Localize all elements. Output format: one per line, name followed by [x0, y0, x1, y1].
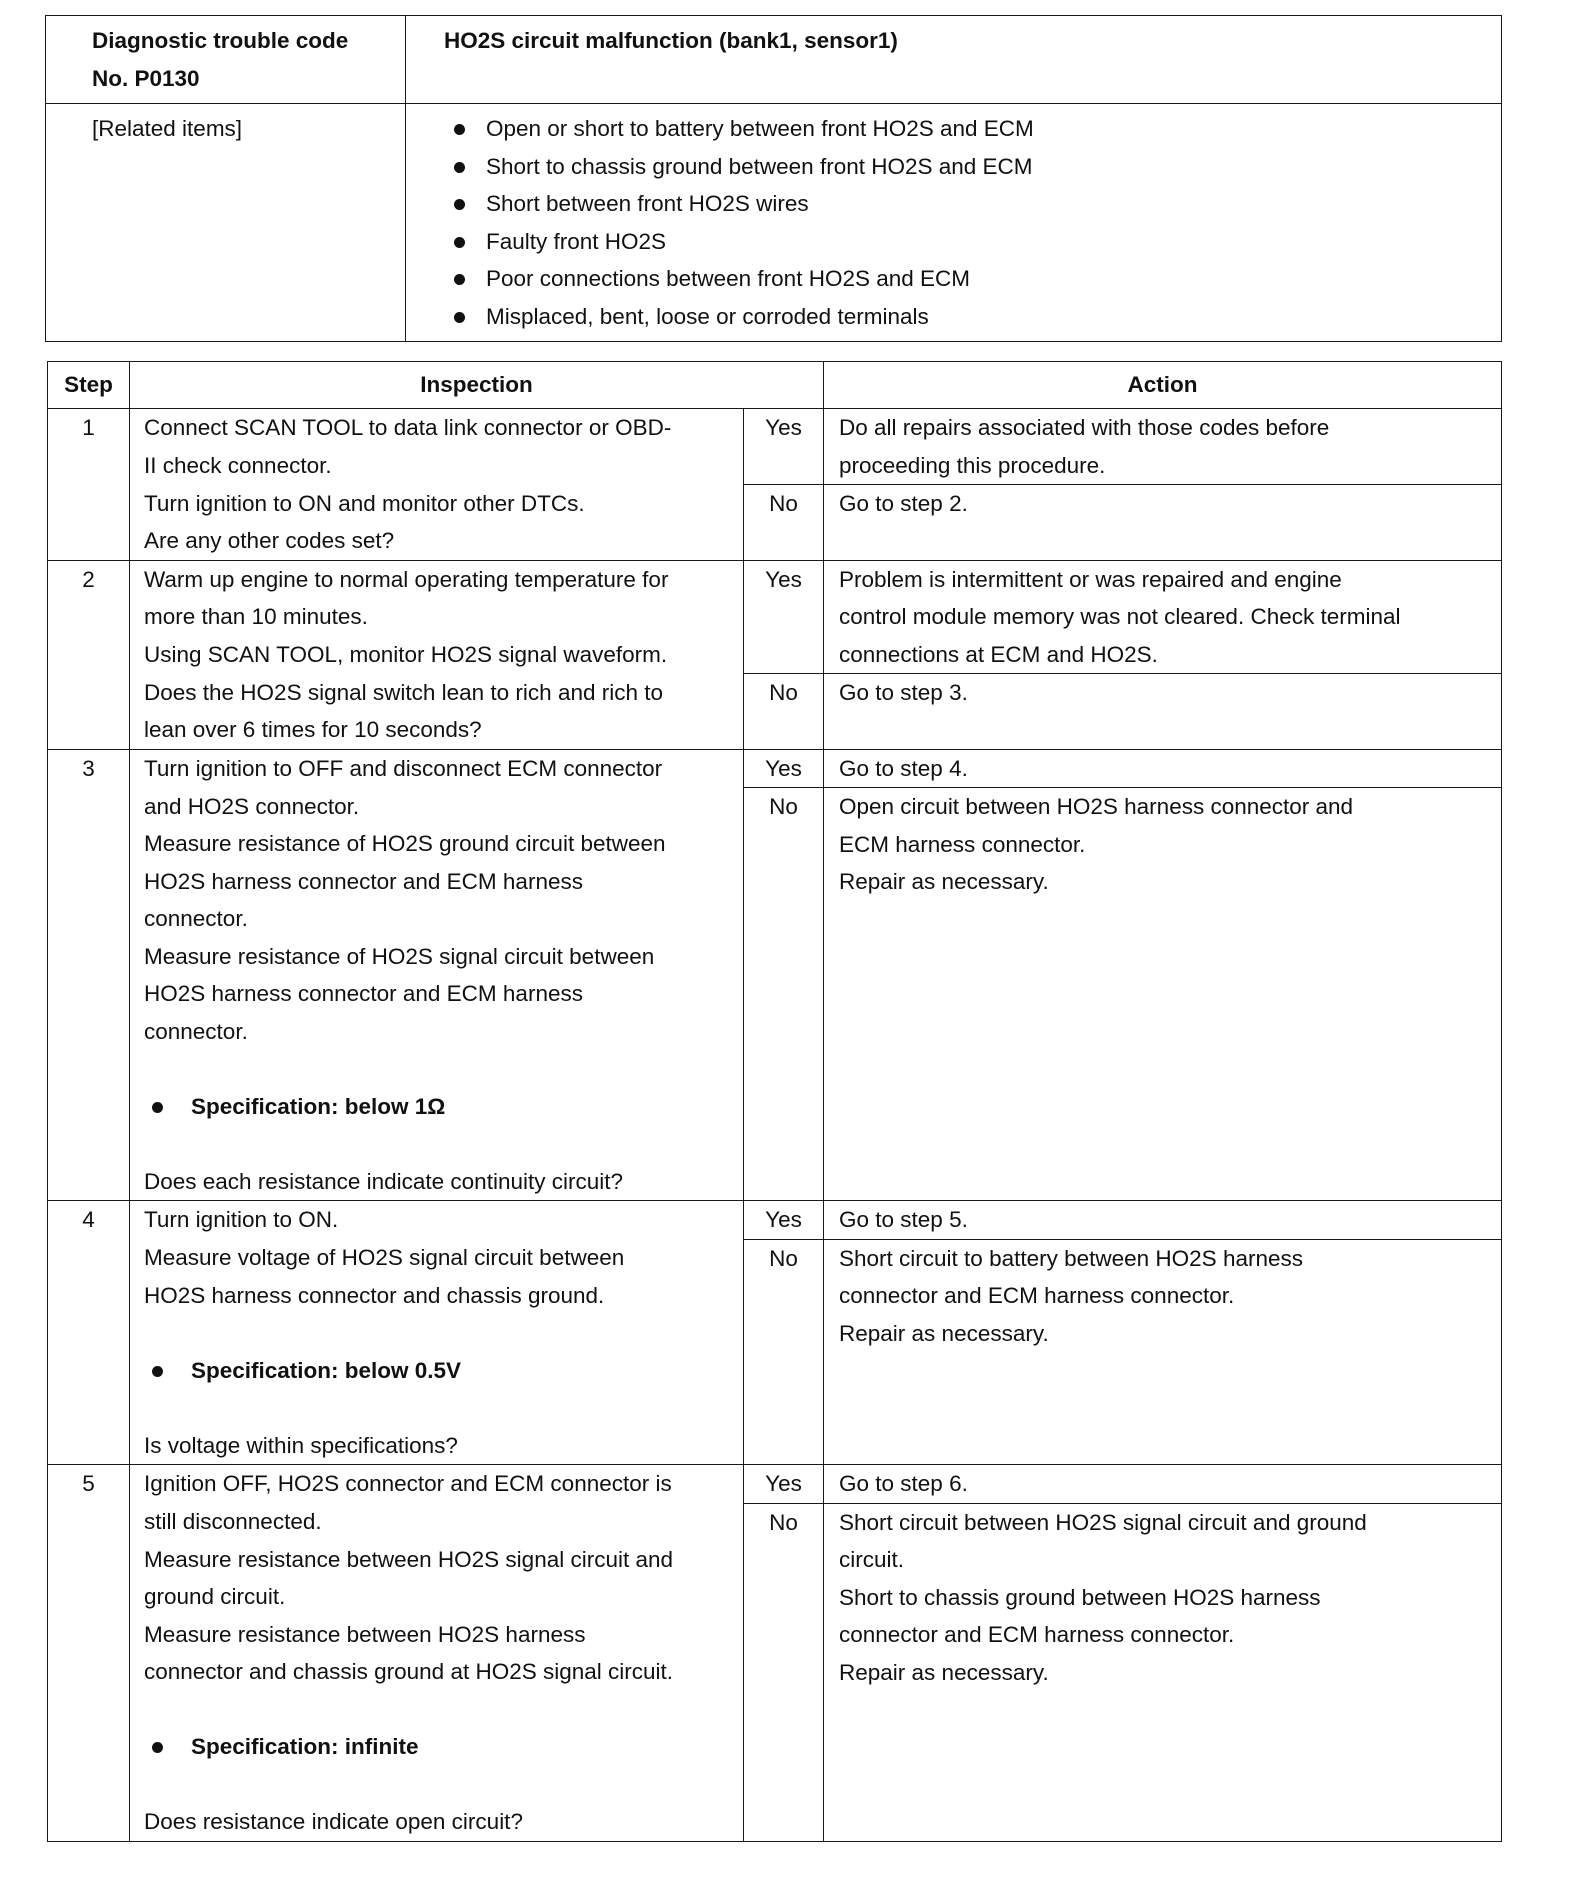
- inspection-line: Measure resistance of HO2S ground circuit between: [144, 831, 666, 856]
- action-line: Go to step 2.: [839, 491, 968, 516]
- header-inspection: Inspection: [130, 362, 824, 409]
- inspection-line: still disconnected.: [144, 1509, 322, 1534]
- inspection-line: Warm up engine to normal operating temperature for: [144, 566, 669, 592]
- action-line: connector and ECM harness connector.: [839, 1283, 1235, 1308]
- header-action: Action: [824, 362, 1502, 409]
- step-number: 3: [48, 749, 130, 1201]
- action-line: ECM harness connector.: [839, 831, 1086, 857]
- action-line: connections at ECM and HO2S.: [839, 641, 1158, 667]
- no-action: [824, 674, 1502, 750]
- step-number: 2: [48, 560, 130, 749]
- inspection-question: Does each resistance indicate continuity circuit?: [144, 1168, 623, 1194]
- inspection-text: [130, 749, 744, 788]
- related-item: Short to chassis ground between front HO2S and ECM: [446, 148, 1501, 186]
- inspection-text: [130, 1239, 744, 1465]
- step-row-no: [48, 1503, 1502, 1841]
- no-action: [824, 1503, 1502, 1841]
- inspection-table: [47, 361, 1502, 1842]
- inspection-line: Measure resistance between HO2S signal circuit and: [144, 1546, 674, 1572]
- related-items-cell: [406, 104, 1502, 342]
- dtc-label-line1: Diagnostic trouble code: [92, 28, 349, 53]
- action-line: Go to step 5.: [839, 1207, 968, 1232]
- inspection-line: Connect SCAN TOOL to data link connector or OBD-: [144, 415, 672, 440]
- no-action: [824, 485, 1502, 561]
- step-row-yes: [48, 409, 1502, 485]
- step-number: 1: [48, 409, 130, 561]
- inspection-line: ground circuit.: [144, 1584, 286, 1609]
- inspection-line: connector.: [144, 906, 248, 931]
- related-item: Poor connections between front HO2S and ECM: [446, 260, 1501, 298]
- yes-label: Yes: [744, 1465, 824, 1504]
- action-line: control module memory was not cleared. Check terminal: [839, 604, 1401, 629]
- related-item: Short between front HO2S wires: [446, 185, 1501, 223]
- inspection-text: [130, 409, 744, 485]
- yes-label: Yes: [744, 1201, 824, 1240]
- step-row-yes: [48, 749, 1502, 788]
- inspection-text: [130, 1201, 744, 1240]
- no-label: No: [744, 1239, 824, 1465]
- dtc-label-line2: No. P0130: [92, 65, 200, 91]
- action-line: Open circuit between HO2S harness connector and: [839, 794, 1354, 819]
- action-line: Short to chassis ground between HO2S harness: [839, 1584, 1321, 1610]
- step-row-no: [48, 1239, 1502, 1465]
- inspection-line: Measure voltage of HO2S signal circuit between: [144, 1245, 625, 1270]
- action-line: Repair as necessary.: [839, 1659, 1049, 1685]
- yes-action: [824, 1465, 1502, 1504]
- action-line: Do all repairs associated with those codes before: [839, 415, 1330, 440]
- inspection-text: [130, 674, 744, 750]
- related-items-label: [Related items]: [46, 104, 406, 342]
- no-label: No: [744, 674, 824, 750]
- action-line: circuit.: [839, 1547, 905, 1572]
- inspection-text: [130, 485, 744, 561]
- dtc-code-label: [46, 16, 406, 104]
- step-row-yes: [48, 1201, 1502, 1240]
- yes-action: [824, 560, 1502, 674]
- yes-label: Yes: [744, 560, 824, 674]
- inspection-line: Does the HO2S signal switch lean to rich and rich to: [144, 679, 664, 705]
- action-line: proceeding this procedure.: [839, 452, 1106, 478]
- inspection-question: Does resistance indicate open circuit?: [144, 1809, 523, 1834]
- action-line: Repair as necessary.: [839, 1320, 1049, 1346]
- inspection-line: and HO2S connector.: [144, 793, 360, 819]
- related-item: Faulty front HO2S: [446, 223, 1501, 261]
- no-action: [824, 788, 1502, 1201]
- dtc-title: HO2S circuit malfunction (bank1, sensor1): [406, 16, 1502, 104]
- action-line: Problem is intermittent or was repaired and engine: [839, 566, 1342, 592]
- inspection-question: Is voltage within specifications?: [144, 1432, 458, 1458]
- dtc-info-table: [45, 15, 1502, 342]
- no-label: No: [744, 1503, 824, 1841]
- specification: Specification: below 1Ω: [144, 1088, 735, 1126]
- table-header-row: [48, 362, 1502, 409]
- related-items-list: [406, 110, 1501, 335]
- inspection-text: [130, 788, 744, 1201]
- inspection-line: lean over 6 times for 10 seconds?: [144, 717, 482, 742]
- yes-action: [824, 749, 1502, 788]
- dtc-header-row: [46, 16, 1502, 104]
- specification: Specification: infinite: [144, 1728, 735, 1766]
- action-line: Short circuit to battery between HO2S harness: [839, 1245, 1303, 1271]
- step-number: 5: [48, 1465, 130, 1842]
- action-line: Repair as necessary.: [839, 869, 1049, 894]
- yes-action: [824, 409, 1502, 485]
- action-line: connector and ECM harness connector.: [839, 1622, 1235, 1647]
- inspection-line: Measure resistance between HO2S harness: [144, 1621, 586, 1647]
- related-item: Open or short to battery between front HO2S and ECM: [446, 110, 1501, 148]
- action-line: Short circuit between HO2S signal circuit and ground: [839, 1509, 1367, 1535]
- step-row-yes: [48, 560, 1502, 674]
- step-number: 4: [48, 1201, 130, 1465]
- inspection-line: connector and chassis ground at HO2S signal circuit.: [144, 1659, 674, 1684]
- step-row-no: [48, 485, 1502, 561]
- inspection-line: Turn ignition to ON and monitor other DTCs.: [144, 490, 585, 516]
- inspection-text: [130, 560, 744, 674]
- inspection-line: HO2S harness connector and chassis ground.: [144, 1282, 605, 1308]
- inspection-line: Ignition OFF, HO2S connector and ECM connector is: [144, 1471, 672, 1496]
- inspection-line: Turn ignition to ON.: [144, 1207, 339, 1232]
- step-row-no: [48, 674, 1502, 750]
- steps-body: [48, 409, 1502, 1842]
- inspection-text: [130, 1503, 744, 1841]
- step-row-no: [48, 788, 1502, 1201]
- no-action: [824, 1239, 1502, 1465]
- related-item: Misplaced, bent, loose or corroded terminals: [446, 298, 1501, 336]
- inspection-text: [130, 1465, 744, 1504]
- inspection-line: Measure resistance of HO2S signal circuit between: [144, 943, 655, 969]
- specification: Specification: below 0.5V: [144, 1352, 735, 1390]
- action-line: Go to step 4.: [839, 755, 968, 781]
- no-label: No: [744, 788, 824, 1201]
- yes-label: Yes: [744, 409, 824, 485]
- action-line: Go to step 6.: [839, 1471, 968, 1496]
- inspection-line: connector.: [144, 1018, 248, 1044]
- inspection-line: II check connector.: [144, 452, 332, 478]
- inspection-line: HO2S harness connector and ECM harness: [144, 981, 583, 1006]
- step-row-yes: [48, 1465, 1502, 1504]
- inspection-line: HO2S harness connector and ECM harness: [144, 868, 583, 894]
- header-step: Step: [48, 362, 130, 409]
- no-label: No: [744, 485, 824, 561]
- related-items-row: [46, 104, 1502, 342]
- yes-label: Yes: [744, 749, 824, 788]
- action-line: Go to step 3.: [839, 680, 968, 705]
- inspection-line: Are any other codes set?: [144, 528, 395, 553]
- inspection-line: more than 10 minutes.: [144, 604, 368, 629]
- yes-action: [824, 1201, 1502, 1240]
- inspection-line: Using SCAN TOOL, monitor HO2S signal waveform.: [144, 641, 668, 667]
- inspection-line: Turn ignition to OFF and disconnect ECM connector: [144, 755, 663, 781]
